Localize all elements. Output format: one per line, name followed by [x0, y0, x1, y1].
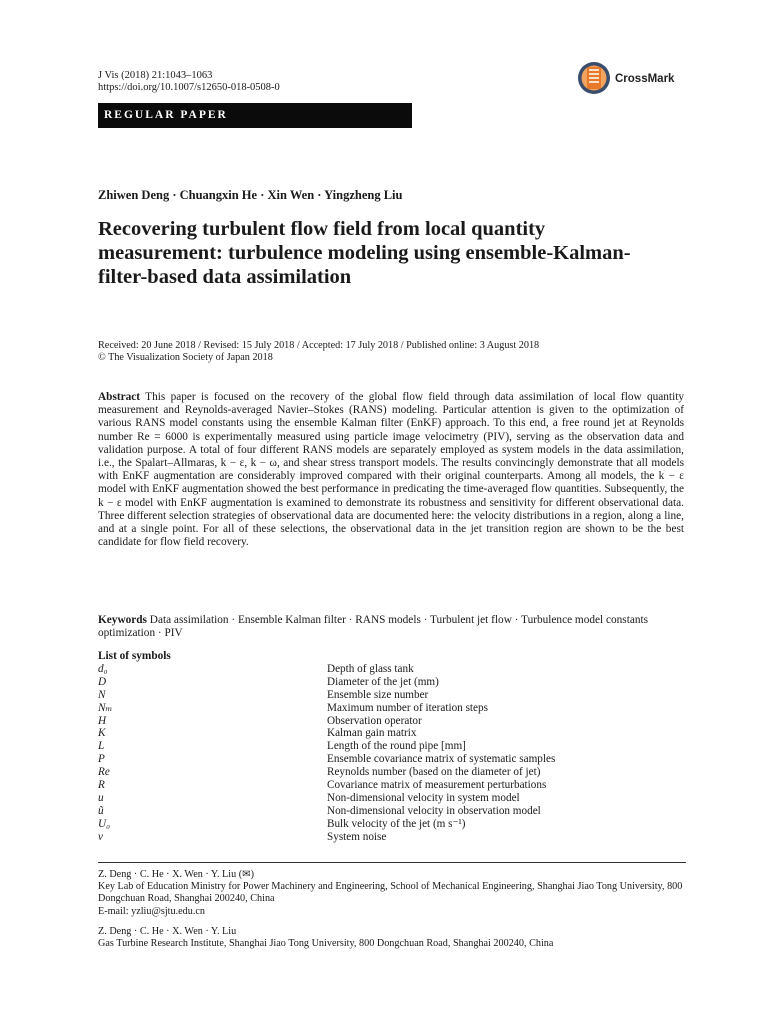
- symbol-definition: Covariance matrix of measurement perturbations: [327, 779, 547, 792]
- footnote-divider: [98, 862, 686, 863]
- symbol-term: H: [98, 714, 107, 727]
- symbol-definition: Ensemble size number: [327, 688, 429, 701]
- symbol-definition: Length of the round pipe [mm]: [327, 740, 466, 753]
- abstract: [98, 391, 684, 549]
- symbol-row: [98, 689, 678, 702]
- symbol-term: d₀: [98, 663, 108, 675]
- affiliation-block: [98, 869, 688, 918]
- symbol-row: [98, 702, 678, 715]
- symbol-definition: Reynolds number (based on the diameter of jet): [327, 766, 541, 779]
- article-type-banner: REGULAR PAPER: [98, 103, 412, 128]
- symbol-definition: Depth of glass tank: [327, 663, 414, 675]
- symbol-row: [98, 727, 678, 740]
- crossmark-icon: [577, 59, 611, 97]
- symbol-term: K: [98, 727, 106, 740]
- symbol-row: [98, 818, 678, 831]
- keywords: [98, 614, 684, 640]
- symbol-definition: Non-dimensional velocity in system model: [327, 791, 520, 804]
- symbol-definition: Bulk velocity of the jet (m s⁻¹): [327, 817, 466, 830]
- symbol-definition: Ensemble covariance matrix of systematic samples: [327, 753, 556, 766]
- crossmark-label: CrossMark: [615, 73, 675, 85]
- copyright-notice: © The Visualization Society of Japan 2018: [98, 352, 273, 363]
- symbol-row: [98, 676, 678, 689]
- symbol-row: [98, 766, 678, 779]
- symbol-term: v: [98, 830, 103, 843]
- symbol-definition: Non-dimensional velocity in observation model: [327, 804, 541, 817]
- paper-title: Recovering turbulent flow field from local quantity measurement: turbulence modeling using ensemble-Kalman-filter-based data assimilation: [98, 218, 631, 288]
- symbol-term: Nₘ: [98, 701, 113, 714]
- symbol-row: [98, 740, 678, 753]
- symbol-row: [98, 715, 678, 728]
- author-list: Zhiwen Deng · Chuangxin He · Xin Wen · Yingzheng Liu: [98, 188, 403, 202]
- keywords-label: Keywords: [98, 614, 147, 626]
- abstract-label: Abstract: [98, 391, 141, 403]
- symbol-row: [98, 805, 678, 818]
- symbol-row: [98, 792, 678, 805]
- symbol-row: [98, 663, 678, 676]
- affiliation-address: Key Lab of Education Ministry for Power Machinery and Engineering, School of Mechanical Engineering, Shanghai Jiao Tong University, 800 Dongchuan Road, Shanghai 200240, China: [98, 881, 683, 905]
- symbol-term: Re: [98, 766, 110, 779]
- symbol-definition: System noise: [327, 830, 387, 843]
- symbol-term: U₀: [98, 817, 110, 830]
- symbol-term: L: [98, 740, 105, 753]
- symbol-row: [98, 779, 678, 792]
- keywords-text: Data assimilation · Ensemble Kalman filter · RANS models · Turbulent jet flow · Turbulence model constants optimization · PIV: [98, 614, 649, 640]
- symbol-row: [98, 831, 678, 844]
- journal-reference: J Vis (2018) 21:1043–1063: [98, 70, 213, 81]
- symbol-term: u: [98, 791, 104, 804]
- crossmark-badge[interactable]: [577, 59, 707, 99]
- symbol-term: ũ: [98, 804, 104, 817]
- symbols-heading: List of symbols: [98, 650, 171, 662]
- doi-link[interactable]: https://doi.org/10.1007/s12650-018-0508-0: [98, 82, 280, 93]
- symbol-row: [98, 753, 678, 766]
- affiliation-address: Gas Turbine Research Institute, Shanghai Jiao Tong University, 800 Dongchuan Road, Shanghai 200240, China: [98, 938, 554, 950]
- publication-dates: Received: 20 June 2018 / Revised: 15 July 2018 / Accepted: 17 July 2018 / Published online: 3 August 2018: [98, 340, 540, 351]
- symbol-definition: Diameter of the jet (mm): [327, 675, 439, 688]
- affiliation-authors: Z. Deng · C. He · X. Wen · Y. Liu: [98, 926, 237, 937]
- symbol-definition: Kalman gain matrix: [327, 727, 417, 740]
- symbols-list: [98, 663, 678, 843]
- symbol-term: P: [98, 753, 105, 766]
- symbol-term: N: [98, 688, 106, 701]
- symbol-definition: Observation operator: [327, 714, 422, 727]
- symbol-term: D: [98, 675, 107, 688]
- affiliation-block: [98, 926, 688, 950]
- affiliation-email[interactable]: E-mail: yzliu@sjtu.edu.cn: [98, 905, 205, 917]
- symbol-definition: Maximum number of iteration steps: [327, 701, 488, 714]
- affiliation-authors: Z. Deng · C. He · X. Wen · Y. Liu (✉): [98, 869, 255, 880]
- symbol-term: R: [98, 779, 105, 792]
- abstract-text: This paper is focused on the recovery of the global flow field through data assimilation of local flow quantity measurement and Reynolds-averaged Navier–Stokes (RANS) modeling. Particular attention is given to the optimization of various RANS model constants using the ensemble Kalman filter (EnKF) approach. To this end, a free round jet at Reynolds number Re = 6000 is experimentally measured using particle image velocimetry (PIV), serving as the observation data and validation purpose. A total of four different RANS models are separately employed as system models in the data assimilation, i.e., the Spalart–Allmaras, k − ε, k − ω, and shear stress transport models. The results convincingly demonstrate that all models with EnKF augmentation are considerably improved compared with their original counterparts. Among all models, the k − ε model with EnKF augmentation showed the best performance in predicating the time-averaged flow quantities. Subsequently, the k − ε model with EnKF augmentation is examined to demonstrate its robustness and sensitivity for different observational data. Three different selection strategies of observational data are documented here: the velocity distributions in a region, along a line, and at a single point. For all of these selections, the observational data in the jet transition region are shown to be the best candidate for flow field recovery.: [98, 391, 684, 549]
